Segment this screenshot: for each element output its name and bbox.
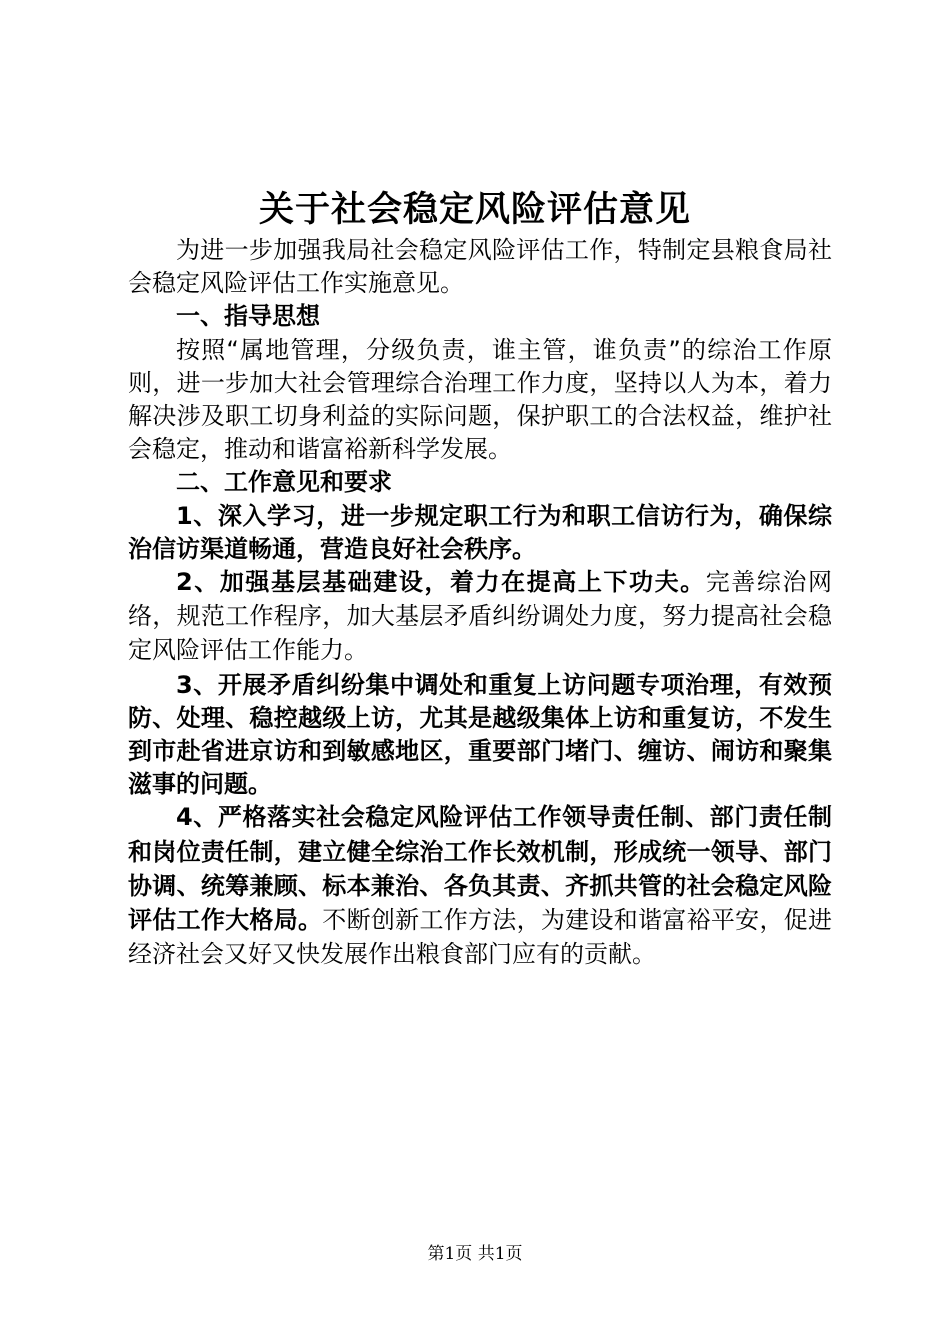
page-footer: 第1页 共1页 [427,1244,523,1264]
requirement-item-4-lead: 4、严格落实社会稳定风险评估工作领导责任制、部门责任制和岗位责任制，建立健全综治工作长效机制，形成统一领导、部门协调、统筹兼顾、标本兼治、各负其责、齐抓共管的社会稳定风险评估工作大格局。 [128,803,832,935]
section-heading-guiding-ideology: 一、指导思想 [176,302,320,331]
requirement-item-2 [128,566,832,669]
document-body [128,234,832,972]
requirement-item-3: 3、开展矛盾纠纷集中调处和重复上访问题专项治理，有效预防、处理、稳控越级上访，尤其是越级集体上访和重复访，不发生到市赴省进京访和到敏感地区，重要部门堵门、缠访、闹访和聚集滋事的问题。 [128,670,832,799]
requirement-item-4 [128,801,832,972]
guiding-ideology-paragraph: 按照“属地管理，分级负责，谁主管，谁负责”的综治工作原则，进一步加大社会管理综合治理工作力度，坚持以人为本，着力解决涉及职工切身利益的实际问题，保护职工的合法权益，维护社会稳定，推动和谐富裕新科学发展。 [128,335,832,464]
requirement-item-4-detail: 不断创新工作方法，为建设和谐富裕平安，促进经济社会又好又快发展作出粮食部门应有的贡献。 [128,906,833,969]
requirement-item-2-detail: 完善综治网络，规范工作程序，加大基层矛盾纠纷调处力度，努力提高社会稳定风险评估工作能力。 [128,568,833,665]
section-heading-work-requirements: 二、工作意见和要求 [176,468,392,497]
intro-paragraph: 为进一步加强我局社会稳定风险评估工作，特制定县粮食局社会稳定风险评估工作实施意见。 [128,236,832,298]
requirement-item-1: 1、深入学习，进一步规定职工行为和职工信访行为，确保综治信访渠道畅通，营造良好社会秩序。 [128,501,832,563]
document-title: 关于社会稳定风险评估意见 [258,189,691,230]
requirement-item-2-lead: 2、加强基层基础建设，着力在提高上下功夫。 [176,568,706,597]
